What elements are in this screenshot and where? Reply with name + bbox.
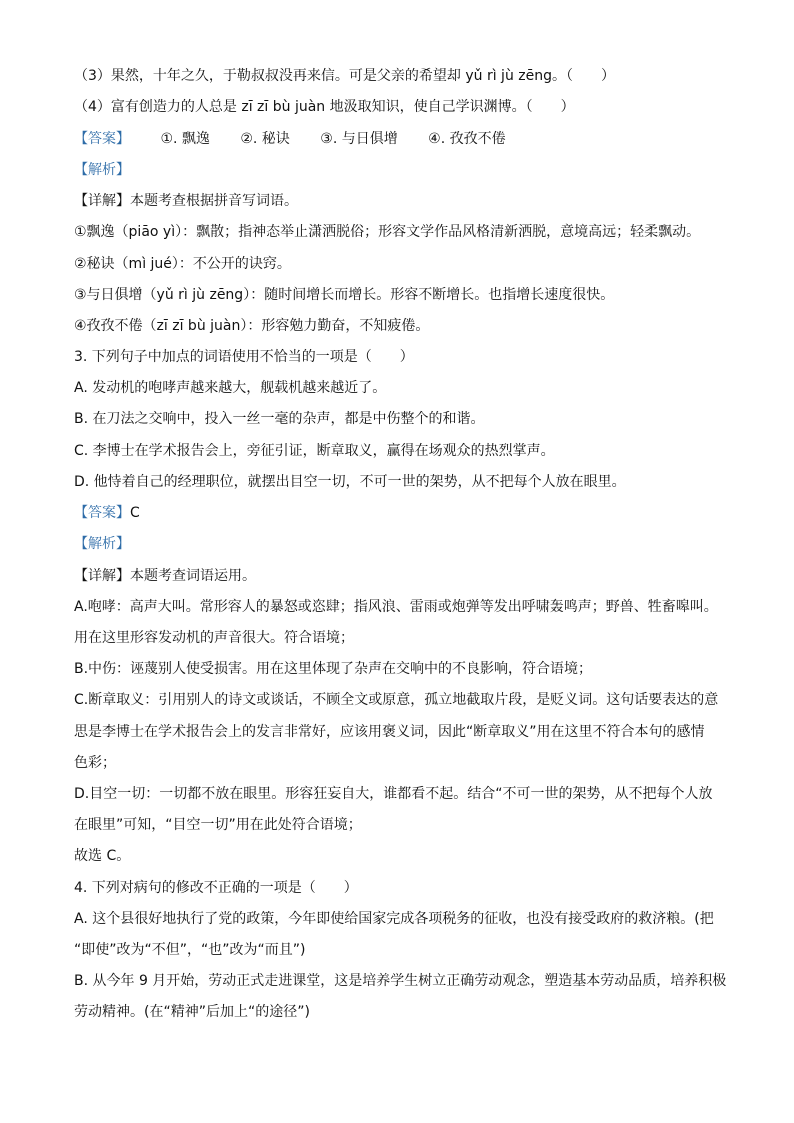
- explanation-line: 色彩；: [74, 755, 116, 771]
- detail-line: 【详解】本题考查根据拼音写词语。: [74, 193, 298, 209]
- question3-option-d: D. 他恃着自己的经理职位，就摆出目空一切，不可一世的架势，从不把每个人放在眼里。: [74, 474, 626, 490]
- question4-option-b: B. 从今年 9 月开始，劳动正式走进课堂，这是培养学生树立正确劳动观念，塑造基本劳动品质，培养积极: [74, 973, 727, 989]
- explanation-line: ④孜孜不倦（zī zī bù juàn）：形容勉力勤奋，不知疲倦。: [74, 318, 430, 334]
- explanation-line: ③与日俱增（yǔ rì jù zēng）：随时间增长而增长。形容不断增长。也指增长速度很快。: [74, 287, 615, 303]
- analysis-tag: 【解析】: [74, 162, 130, 178]
- answer-item-3: ③. 与日俱增: [320, 131, 398, 147]
- answer1-line: [74, 129, 754, 149]
- question3-option-a: A. 发动机的咆哮声越来越大，舰载机越来越近了。: [74, 380, 387, 396]
- explanation-line: A.咆哮：高声大叫。常形容人的暴怒或恣肆；指风浪、雷雨或炮弹等发出呼啸轰鸣声；野兽、牲畜嗥叫。: [74, 599, 718, 615]
- conclusion-line: 故选 C。: [74, 848, 131, 864]
- answer-item-4: ④. 孜孜不倦: [428, 131, 506, 147]
- question4-option-a: A. 这个县很好地执行了党的政策，今年即使给国家完成各项税务的征收，也没有接受政府的救济粮。(把: [74, 911, 714, 927]
- detail-line: 【详解】本题考查词语运用。: [74, 568, 256, 584]
- answer-item-1: ①. 飘逸: [160, 131, 210, 147]
- question4-option-b-cont: 劳动精神。(在“精神”后加上“的途径”): [74, 1004, 310, 1020]
- explanation-line: 用在这里形容发动机的声音很大。符合语境；: [74, 630, 354, 646]
- explanation-line: 思是李博士在学术报告会上的发言非常好，应该用褒义词，因此“断章取义”用在这里不符合本句的感情: [74, 724, 705, 740]
- answer-tag: 【答案】: [74, 505, 130, 521]
- question4-stem: 4. 下列对病句的修改不正确的一项是（ ）: [74, 880, 358, 896]
- question4-option-a-cont: “即使”改为“不但”，“也”改为“而且”): [74, 942, 306, 958]
- answer2-line: [74, 503, 754, 523]
- explanation-line: C.断章取义：引用别人的诗文或谈话，不顾全文或原意，孤立地截取片段，是贬义词。这句话要表达的意: [74, 692, 719, 708]
- explanation-line: B.中伤：诬蔑别人使受损害。用在这里体现了杂声在交响中的不良影响，符合语境；: [74, 661, 593, 677]
- q3-sub3-line: （3）果然，十年之久，于勒叔叔没再来信。可是父亲的希望却 yǔ rì jù zēng。（ ）: [74, 68, 615, 84]
- explanation-line: ②秘诀（mì jué）：不公开的诀窍。: [74, 256, 291, 272]
- question3-stem: 3. 下列句子中加点的词语使用不恰当的一项是（ ）: [74, 349, 414, 365]
- answer-item-2: ②. 秘诀: [240, 131, 290, 147]
- answer-value: C: [130, 505, 140, 521]
- q3-sub4-line: （4）富有创造力的人总是 zī zī bù juàn 地汲取知识，使自己学识渊博。（ ）: [74, 99, 575, 115]
- question3-option-b: B. 在刀法之交响中，投入一丝一毫的杂声，都是中伤整个的和谐。: [74, 411, 485, 427]
- explanation-line: D.目空一切：一切都不放在眼里。形容狂妄自大，谁都看不起。结合“不可一世的架势，从不把每个人放: [74, 786, 713, 802]
- analysis-tag: 【解析】: [74, 536, 130, 552]
- answer-tag: 【答案】: [74, 131, 130, 147]
- question3-option-c: C. 李博士在学术报告会上，旁征引证，断章取义，赢得在场观众的热烈掌声。: [74, 443, 555, 459]
- explanation-line: 在眼里”可知，“目空一切”用在此处符合语境；: [74, 817, 362, 833]
- explanation-line: ①飘逸（piāo yì）：飘散；指神态举止潇洒脱俗；形容文学作品风格清新洒脱，意境高远；轻柔飘动。: [74, 224, 701, 240]
